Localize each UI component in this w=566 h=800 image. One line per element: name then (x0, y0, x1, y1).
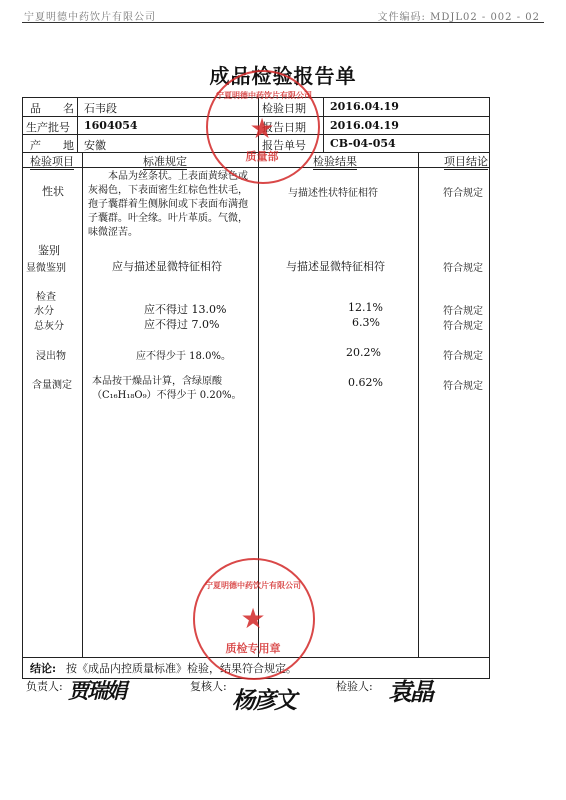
ash-standard: 应不得过 7.0% (144, 318, 220, 331)
test-date-label: 检验日期 (262, 102, 306, 115)
water-result: 12.1% (348, 301, 383, 314)
conclusion-text: 按《成品内控质量标准》检验，结果符合规定。 (66, 662, 297, 675)
report-date-label: 报告日期 (262, 121, 306, 134)
content-label: 含量测定 (32, 380, 72, 391)
stamp-dept-text: 质量部 (245, 150, 279, 163)
content-conclusion: 符合规定 (443, 381, 483, 392)
column-header-item: 检验项目 (30, 155, 74, 168)
character-conclusion: 符合规定 (443, 188, 483, 199)
extract-label: 浸出物 (36, 351, 66, 362)
identify-label: 鉴别 (38, 244, 60, 257)
stamp-company-text: 宁夏明德中药饮片有限公司 (216, 90, 312, 100)
inspector-label: 检验人: (336, 680, 373, 693)
column-header-result: 检验结果 (313, 155, 357, 168)
micro-conclusion: 符合规定 (443, 263, 483, 274)
column-header-standard: 标准规定 (143, 155, 187, 168)
header-divider (22, 22, 544, 23)
col-divider (77, 97, 78, 152)
micro-standard: 应与描述显微特征相符 (112, 260, 222, 273)
content-standard: 本品按干燥品计算，含绿原酸（C₁₆H₁₈O₉）不得少于 0.20%。 (92, 376, 242, 401)
col-divider (323, 97, 324, 152)
test-date-value: 2016.04.19 (330, 100, 399, 113)
character-label: 性状 (42, 185, 64, 198)
inspector-signature: 袁晶 (388, 677, 432, 706)
col-divider (418, 152, 419, 657)
col-divider (82, 152, 83, 657)
quality-dept-stamp (206, 70, 322, 186)
content-result: 0.62% (348, 376, 383, 389)
conclusion-label: 结论: (30, 662, 57, 675)
character-standard: 本品为丝条状。上表面黄绿色或灰褐色，下表面密生红棕色性状毛，孢子囊群着生侧脉间或下表面布满孢子囊群。叶全缘。叶片革质。气微，味微涩苦。 (88, 171, 248, 238)
ash-label: 总灰分 (34, 321, 64, 332)
water-standard: 应不得过 13.0% (144, 303, 227, 316)
report-no-label: 报告单号 (262, 139, 306, 152)
star-icon: ★ (249, 112, 275, 145)
reviewer-label: 复核人: (190, 680, 227, 693)
reviewer-signature: 杨彦文 (232, 687, 295, 714)
extract-conclusion: 符合规定 (443, 351, 483, 362)
batch-value: 1604054 (84, 119, 138, 132)
micro-label: 显微鉴别 (26, 263, 66, 274)
stamp-company-text: 宁夏明德中药饮片有限公司 (205, 580, 301, 590)
responsible-label: 负责人: (26, 680, 63, 693)
micro-result: 与描述显微特征相符 (286, 260, 385, 273)
water-conclusion: 符合规定 (443, 306, 483, 317)
name-value: 石韦段 (84, 102, 117, 115)
origin-label: 产 地 (30, 139, 74, 152)
star-icon: ★ (240, 602, 266, 635)
water-label: 水分 (34, 306, 54, 317)
origin-value: 安徽 (84, 139, 106, 152)
responsible-signature: 贾瑞娟 (68, 678, 125, 703)
stamp-seal-text: 质检专用章 (225, 642, 281, 655)
column-header-conclusion: 项目结论 (444, 155, 488, 168)
page-title: 成品检验报告单 (209, 64, 357, 88)
ash-result: 6.3% (352, 316, 380, 329)
document-code: 文件编码: MDJL02 - 002 - 02 (377, 12, 540, 23)
check-label: 检查 (36, 292, 56, 303)
character-result: 与描述性状特征相符 (288, 188, 378, 199)
company-header: 宁夏明德中药饮片有限公司 (24, 12, 156, 23)
name-label: 品 名 (30, 102, 74, 115)
batch-label: 生产批号 (26, 121, 70, 134)
quality-seal-stamp (193, 558, 317, 682)
report-date-value: 2016.04.19 (330, 119, 399, 132)
ash-conclusion: 符合规定 (443, 321, 483, 332)
extract-result: 20.2% (346, 346, 381, 359)
report-no-value: CB-04-054 (330, 137, 396, 150)
extract-standard: 应不得少于 18.0%。 (136, 351, 231, 362)
